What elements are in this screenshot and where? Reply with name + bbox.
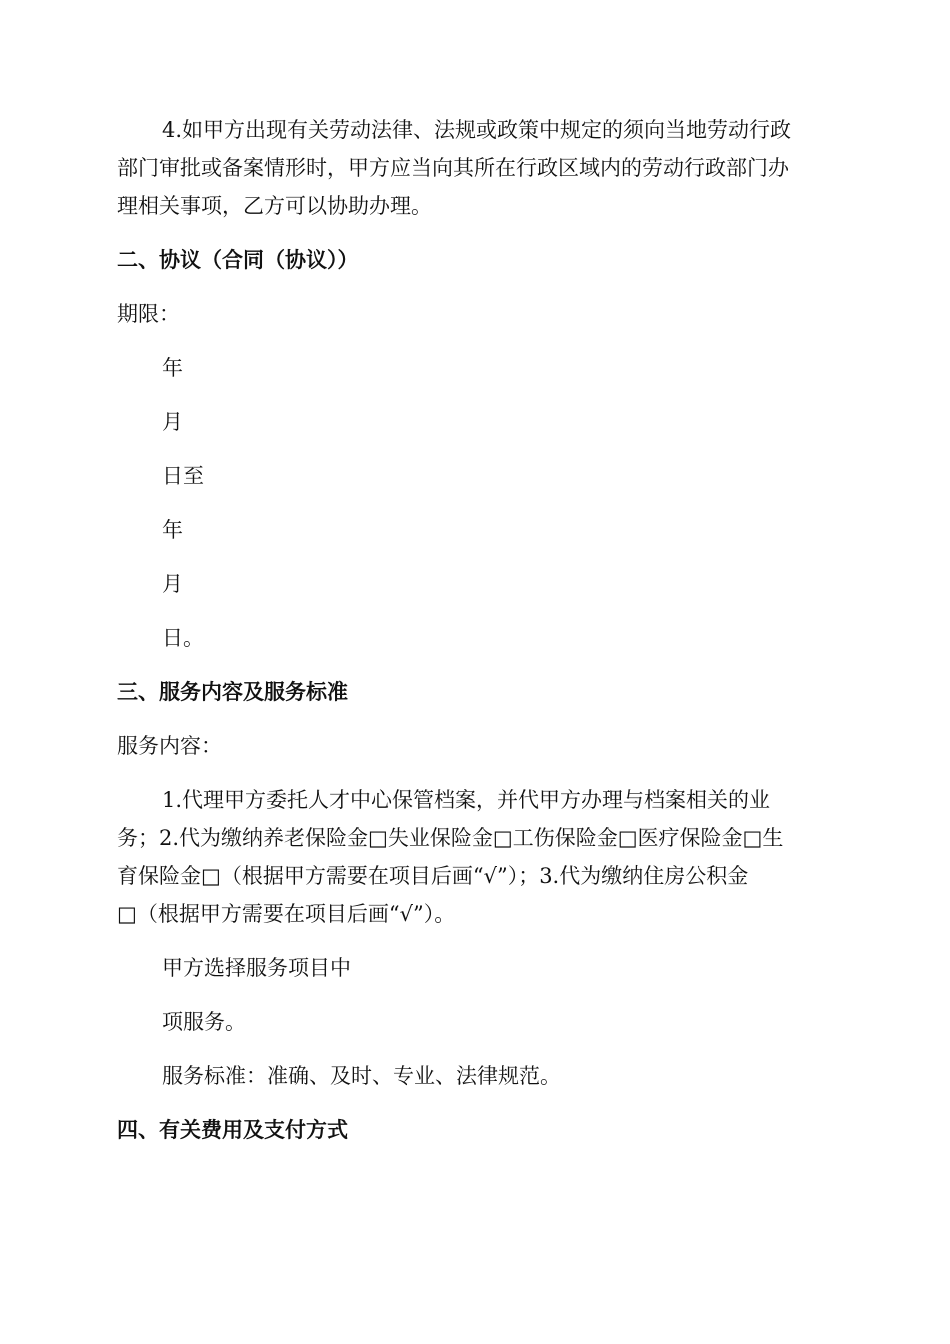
service-content-label: 服务内容： <box>117 734 222 758</box>
clause4-line-1: 4.如甲方出现有关劳动法律、法规或政策中规定的须向当地劳动行政 <box>162 118 792 142</box>
section-3-heading: 三、服务内容及服务标准 <box>117 680 348 704</box>
selection-line-2: 项服务。 <box>162 1010 246 1034</box>
term-part-day-start: 日至 <box>162 464 204 488</box>
section-4-heading: 四、有关费用及支付方式 <box>117 1118 348 1142</box>
service-standard: 服务标准：准确、及时、专业、法律规范。 <box>162 1064 561 1088</box>
service-line-2: 务；2.代为缴纳养老保险金□失业保险金□工伤保险金□医疗保险金□生 <box>117 826 784 850</box>
term-part-day-end: 日。 <box>162 626 204 650</box>
selection-line-1: 甲方选择服务项目中 <box>162 956 351 980</box>
term-part-month-start: 月 <box>162 410 183 434</box>
clause4-line-3: 理相关事项，乙方可以协助办理。 <box>117 194 432 218</box>
term-part-month-end: 月 <box>162 572 183 596</box>
section-2-heading: 二、协议（合同（协议）） <box>117 248 359 272</box>
service-line-1: 1.代理甲方委托人才中心保管档案，并代甲方办理与档案相关的业 <box>162 788 771 812</box>
term-label: 期限： <box>117 302 180 326</box>
term-part-year-end: 年 <box>162 518 183 542</box>
service-line-4: □（根据甲方需要在项目后画“√”）。 <box>117 902 456 926</box>
term-part-year-start: 年 <box>162 356 183 380</box>
clause4-line-2: 部门审批或备案情形时，甲方应当向其所在行政区域内的劳动行政部门办 <box>117 156 789 180</box>
service-line-3: 育保险金□（根据甲方需要在项目后画“√”）；3.代为缴纳住房公积金 <box>117 864 749 888</box>
